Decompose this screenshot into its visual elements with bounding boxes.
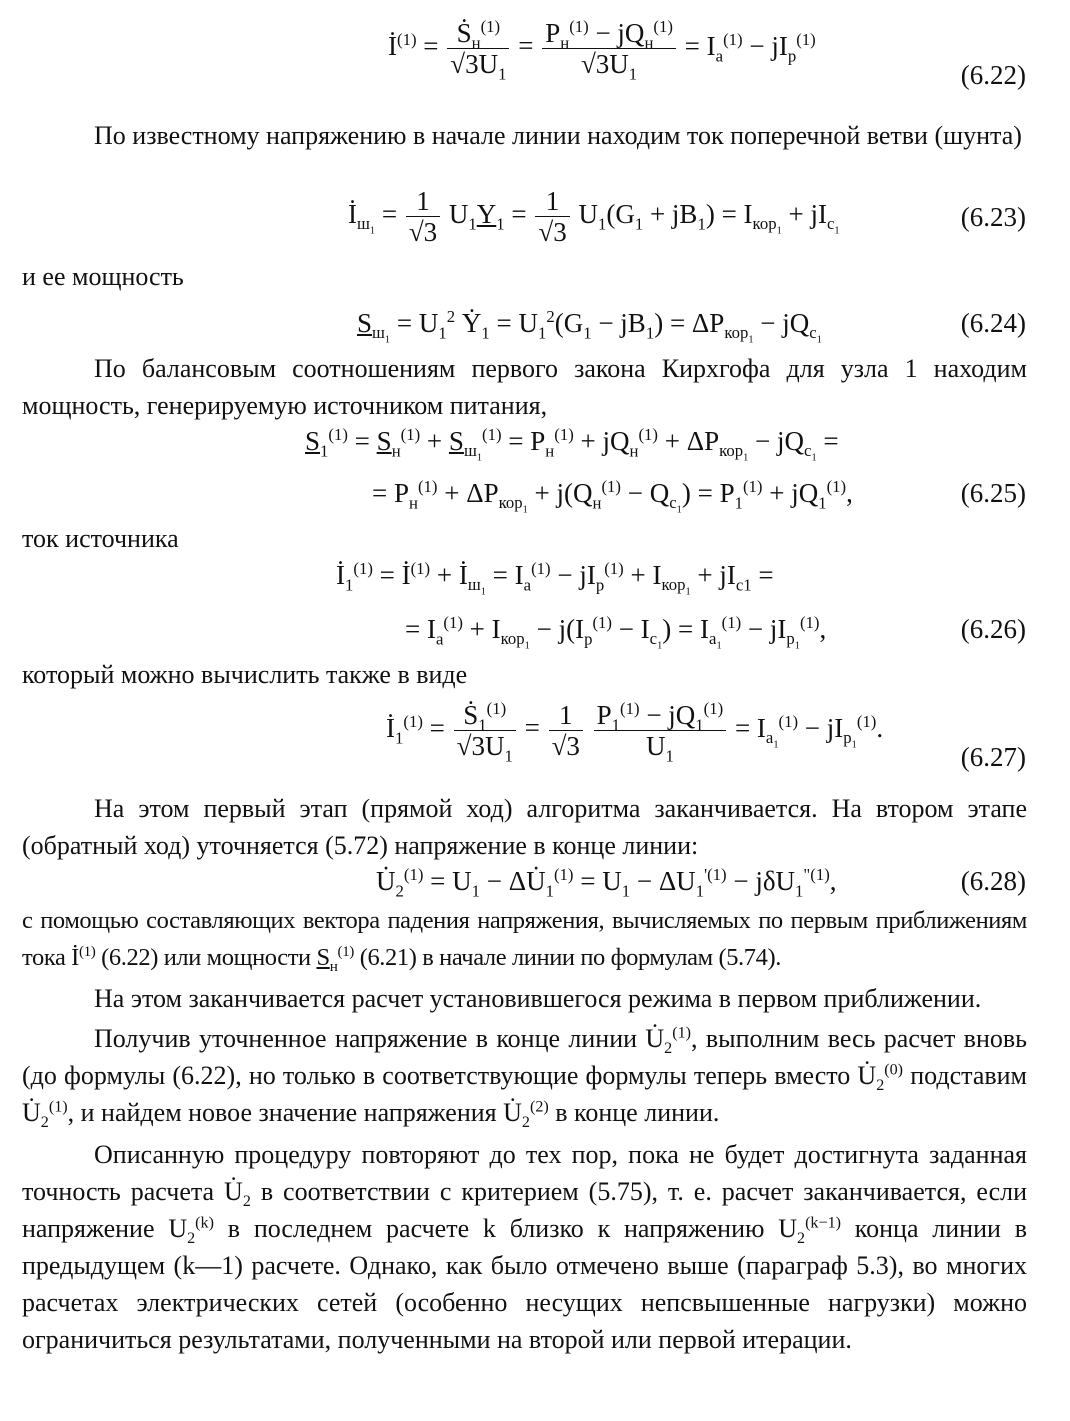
paragraph: По известному напряжению в начале линии находим ток поперечной ветви (шунта) [94, 121, 1022, 150]
paragraph: ток источника [22, 524, 179, 553]
paragraph: На этом первый этап (прямой ход) алгоритма заканчивается. На втором этапе (обратный ход) уточняется (5.72) напряжение в конце линии: [22, 794, 1027, 860]
paragraph: Описанную процедуру повторяют до тех пор, пока не будет достигнута заданная точность расчета $U̇_2$ в соответствии с критерием (5.75), т. е. расчет заканчивается, если напряжение $U_2^{(k)}$ в последнем расчете k близко к напряжению $U_2^{(k-1)}$ конца линии в предыдущем (k—1) расчете. Однако, как было отмечено выше (параграф 5.3), во многих расчетах электрических сетей (особенно несущих непсвышенные нагрузки) можно ограничиться результатами, полученными на второй или первой итерации. [22, 1140, 1028, 1354]
formula-6-23: $İ_{ш_1}$ = $\frac{1}{√3}$ $U_1Y_1$ = $\frac{1}{√3}$ $U_1(G_1 + jB_1) = I_{кор_1} + jI_{c_1}$ (6.23) [348, 186, 1026, 247]
formula-6-28: $U̇_2^{(1)} = U_1$ − $\Delta U̇_1^{(1)} = U_1 - \Delta U_1^{'(1)} - j\delta U_1^{"(1)}$, (6.28) [376, 865, 1026, 901]
formula-6-25: $S_1^{(1)} = S_н^{(1)} + S_{ш_1}^{(1)} = P_н^{(1)} + jQ_н^{(1)} + \Delta P_{кор_1} - jQ_{c_1}$ = = $P_н^{(1)} + \Delta P_{кор_1} + j(Q_н^{(1)} - Q_{c_1}) = P_1^{(1)} + jQ_1^{(1)}$, (6.25) [305, 425, 1026, 516]
formula-6-27: $İ_1^{(1)}$ = $\frac{Ṡ_1^{(1)}}{√3U_1}$ = $\frac{1}{√3}$ $\frac{P_1^{(1)} - jQ_1^{(1)}}{U_1}$ = $I_{а_1}^{(1)} - jI_{р_1}^{(1)}$. (6.27) [386, 699, 1026, 772]
equation-number: (6.25) [960, 478, 1026, 508]
paragraph: и ее мощность [22, 262, 184, 291]
equation-number: (6.27) [960, 742, 1026, 772]
paragraph: с помощью составляющих вектора падения напряжения, вычисляемых по первым приближениям тока $İ^{(1)}$ (6.22) или мощности $S_н^{(1)}$ (6.21) в начале линии по формулам (5.74). [22, 907, 1027, 975]
equation-number: (6.28) [960, 866, 1026, 896]
paragraph: На этом заканчивается расчет установившегося режима в первом приближении. [94, 984, 982, 1013]
formula-6-22: $İ^{(1)}$ = $\frac{Ṡ_н^{(1)}}{√3U_1}$ = $\frac{P_н^{(1)} - jQ_н^{(1)}}{√3U_1}$ = $I_а^{(1)} - jI_р^{(1)}$ (6.22) [388, 17, 1026, 90]
formula-6-24: $S_{ш_1} = U_1^2$ $Ẏ_1 = U_1^2(G_1 - jB_1) = \Delta P_{кор_1} - jQ_{c_1}$ (6.24) [357, 307, 1026, 346]
formula-6-26: $İ_1^{(1)}$ = $İ^{(1)}$ + $İ_{ш_1} = I_а^{(1)} - jI_р^{(1)} + I_{кор_1} + jI_{c1}$ = = $I_а^{(1)} + I_{кор_1} - j(I_р^{(1)} - I_{c_1}) = I_{а_1}^{(1)} - jI_{р_1}^{(1)}$, (6.26) [336, 559, 1026, 652]
equation-number: (6.26) [960, 614, 1026, 644]
paragraph: который можно вычислить также в виде [22, 660, 468, 689]
equation-number: (6.23) [960, 202, 1026, 232]
equation-number: (6.22) [960, 60, 1026, 90]
equation-number: (6.24) [960, 308, 1026, 338]
paragraph: По балансовым соотношениям первого закона Кирхгофа для узла 1 находим мощность, генерируемую источником питания, [22, 354, 1027, 420]
paragraph: Получив уточненное напряжение в конце линии $U̇_2^{(1)}$, выполним весь расчет вновь (до формулы (6.22), но только в соответствующие формулы теперь вместо $U̇_2^{(0)}$ подставим $U̇_2^{(1)}$, и найдем новое значение напряжения $U̇_2^{(2)}$ в конце линии. [22, 1024, 1028, 1132]
